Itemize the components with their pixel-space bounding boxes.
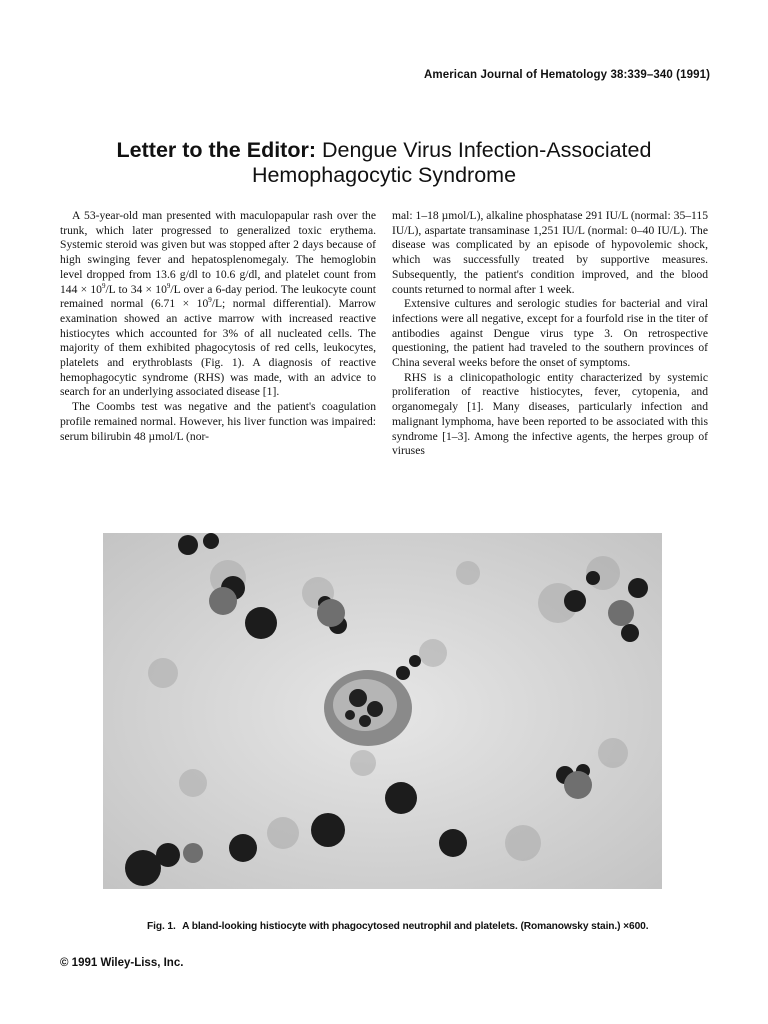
copyright-notice: © 1991 Wiley-Liss, Inc. xyxy=(60,957,184,969)
paragraph: The Coombs test was negative and the patient's coagulation profile remained normal. However, his liver function was impaired: serum bilirubin 48 µmol/L (nor- xyxy=(60,400,376,443)
article-title-lead: Letter to the Editor: xyxy=(116,138,316,162)
journal-citation: American Journal of Hematology 38:339–340 (1991) xyxy=(423,69,710,81)
figure-caption xyxy=(147,920,667,934)
figure-label: Fig. 1. xyxy=(147,921,176,932)
paragraph: A 53-year-old man presented with maculopapular rash over the trunk, which later progressed to generalized toxic erythema. Systemic steroid was given but was stopped after 2 days because of high swinging fever and hepatosplenomegaly. The hemoglobin level dropped from 13.6 g/dl to 10.6 g/dl, and platelet count from $144 \times 10^9/L$ to $34 \times 10^9/L$ over a 6-day period. The leukocyte count remained normal ($6.71 \times 10^9/L$; normal differential). Marrow examination showed an active marrow with increased reactive histiocytes which accounted for 3% of all nucleated cells. The majority of them exhibited phagocytosis of red cells, leukocytes, platelets and erythroblasts (Fig. 1). A diagnosis of reactive hemophagocytic syndrome (RHS) was made, with an advice to search for an underlying associated disease [1]. xyxy=(60,209,376,399)
micrograph-image xyxy=(103,533,662,889)
paragraph: Extensive cultures and serologic studies for bacterial and viral infections were all negative, except for a fourfold rise in the titer of antibodies against Dengue virus type 3. On retrospective questioning, the patient had traveled to the southern provinces of China several weeks before the onset of symptoms. xyxy=(392,297,708,370)
article-title-main: Dengue Virus Infection-Associated Hemophagocytic Syndrome xyxy=(251,138,652,187)
figure-caption-text: A bland-looking histiocyte with phagocytosed neutrophil and platelets. (Romanowsky stain.) ×600. xyxy=(182,921,649,932)
body-column-left xyxy=(60,209,376,444)
paragraph: RHS is a clinicopathologic entity characterized by systemic proliferation of reactive histiocytes, fever, cytopenia, and organomegaly [1]. Many diseases, particularly infection and malignant lymphoma, have been reported to be associated with this syndrome [1–3]. Among the infective agents, the herpes group of viruses xyxy=(392,370,708,458)
paragraph: mal: 1–18 µmol/L), alkaline phosphatase 291 IU/L (normal: 35–115 IU/L), aspartate transaminase 1,251 IU/L (normal: 0–40 IU/L). The disease was complicated by an episode of hypovolemic shock, which was successfully treated by supportive measures. Subsequently, the patient's condition improved, and the blood counts returned to normal after 1 week. xyxy=(392,209,708,296)
body-column-right xyxy=(392,209,708,459)
micrograph-figure xyxy=(103,533,662,889)
article-title xyxy=(60,138,708,188)
